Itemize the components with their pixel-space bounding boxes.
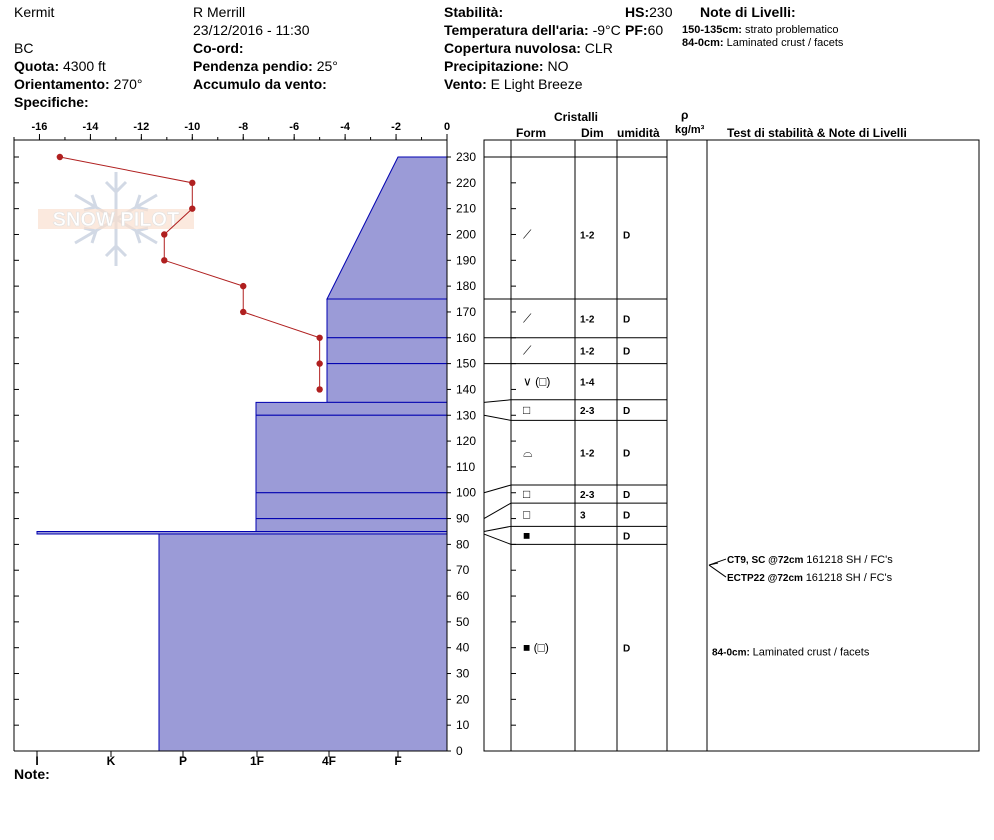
moisture: D [623,490,631,502]
height-tick-label: 110 [456,459,476,474]
watermark-text: SNOW PILOT [52,209,180,231]
grain-size: 3 [580,510,586,522]
stability-test-detail: 161218 SH / FC's [806,554,893,567]
height-tick-label: 170 [456,304,477,319]
grain-size: 1-4 [580,377,595,389]
density-unit: kg/m³ [675,124,705,136]
hardness-profile [37,157,447,751]
hardness-layer-3 [327,364,447,403]
temperature-tick-label: 0 [443,121,451,133]
layer-connector [484,485,511,493]
test-pointer [709,565,726,577]
stability-test-label: CT9, SC @72cm [727,555,807,567]
hs-value: 230 [649,4,673,20]
temperature-tick-label: -4 [340,121,351,133]
temperature-point [161,257,167,263]
height-tick-label: 140 [456,382,477,397]
density-symbol: ρ [681,108,689,122]
hardness-layer-2 [327,338,447,364]
grain-form: ⌓ [523,445,533,460]
height-tick-label: 60 [456,589,470,604]
temperature-point [240,283,246,289]
slope-value: 25° [316,58,338,74]
layer-comment-range: 84-0cm: [712,647,753,659]
stability-test-detail: 161218 SH / FC's [805,572,893,585]
height-tick-label: 200 [456,227,477,242]
grain-form: ⟋ [523,343,532,358]
height-tick-label: 220 [456,175,477,190]
layer-connector [484,415,511,420]
grain-form: □ [523,507,531,522]
height-tick-label: 180 [456,279,477,294]
hardness-tick-label: F [394,754,402,768]
height-tick-label: 70 [456,563,470,578]
region: BC [14,40,34,56]
hardness-tick-label: K [106,754,116,768]
moisture: D [623,510,631,522]
grain-form: □ [523,403,531,418]
grain-size: 2-3 [580,406,595,418]
wind-value: E Light Breeze [490,76,583,92]
height-tick-label: 130 [456,408,477,423]
moisture: D [623,643,631,655]
grain-form: ■ (□) [523,640,549,655]
layer-note-text: strato problematico [745,24,839,36]
crystals-header: Cristalli [554,110,599,124]
height-tick-label: 190 [456,253,477,268]
hs-label: HS: [625,4,650,20]
moisture-header: umidità [617,126,660,140]
temperature-tick-label: -16 [31,121,48,133]
layer-notes-title: Note di Livelli: [700,4,796,20]
moisture: D [623,406,631,418]
moisture: D [623,346,631,358]
pf-value: 60 [647,22,664,38]
temperature-point [189,205,195,211]
air-temp-label: Temperatura dell'aria: [444,22,589,38]
height-tick-label: 40 [456,640,470,655]
hardness-tick-label: 4F [321,754,337,768]
hardness-axis [35,751,401,768]
hardness-layer-0 [327,157,447,299]
grain-form: ⟋ [523,227,532,242]
moisture: D [623,531,631,543]
hardness-layer-9 [159,534,447,751]
layer-note-text: Laminated crust / facets [726,37,844,49]
height-tick-label: 20 [456,692,470,707]
temperature-tick-label: -8 [238,121,249,133]
stability-test [727,554,893,566]
note-label: Note: [14,766,50,782]
coords-label: Co-ord: [193,40,244,56]
moisture: D [623,230,631,242]
layer-connector [484,503,511,518]
hardness-layer-7 [256,519,447,532]
elevation-value: 4300 ft [63,58,106,74]
layer-table [484,140,979,751]
grain-form: ∨ (□) [523,374,551,389]
temperature-point [316,335,322,341]
height-tick-label: 230 [456,150,477,164]
air-temp-value: -9°C [592,22,621,38]
grain-size: 1-2 [580,230,595,242]
hardness-layer-5 [256,415,447,492]
temperature-point [161,231,167,237]
grain-form: ■ [523,528,531,543]
hardness-layer-1 [327,299,447,338]
aspect-label: Orientamento: [14,76,110,92]
height-tick-label: 10 [456,718,470,733]
height-tick-label: 160 [456,330,477,345]
precip-label: Precipitazione: [444,58,544,74]
hardness-layer-4 [256,402,447,415]
hardness-tick-label: 1F [249,754,265,768]
elevation-label: Quota: [14,58,60,74]
pf-label: PF: [625,22,648,38]
temperature-point [57,154,63,160]
height-tick-label: 80 [456,537,470,552]
height-tick-label: 210 [456,201,477,216]
observer-location: Kermit [14,4,55,20]
temperature-tick-label: -12 [133,121,150,133]
observer-name: R Merrill [193,4,246,20]
slope-label: Pendenza pendio: [193,58,313,74]
grain-size: 1-2 [580,314,595,326]
height-tick-label: 150 [456,356,477,371]
size-header: Dim [581,126,604,140]
grain-form: □ [523,487,531,502]
temperature-tick-label: -2 [391,121,401,133]
layer-connector [484,534,511,544]
layer-note-range: 150-135cm: [682,24,742,36]
temperature-point [240,309,246,315]
height-tick-label: 30 [456,666,470,681]
layer-connector [484,400,511,403]
aspect-value: 270° [113,76,143,92]
hardness-tick-label: P [178,754,188,768]
stability-tests [709,554,893,659]
height-tick-label: 100 [456,485,477,500]
tests-header: Test di stabilità & Note di Livelli [727,126,907,140]
temperature-point [316,386,322,392]
wind-label: Vento: [444,76,487,92]
grain-size: 1-2 [580,448,595,460]
height-tick-label: 120 [456,434,477,449]
grain-size: 2-3 [580,490,595,502]
grain-form: ⟋ [523,311,532,326]
height-tick-label: 50 [456,614,470,629]
grain-size: 1-2 [580,346,595,358]
hardness-tick-label: I [35,754,39,768]
layer-connector [484,526,511,531]
snowpilot-watermark [38,172,194,266]
table-border [484,140,979,751]
stability-label: Stabilità: [444,4,504,20]
stability-test [727,572,893,584]
stability-test-label: ECTP22 @72cm [727,573,806,585]
hardness-layer-6 [256,493,447,519]
layer-note-range: 84-0cm: [682,37,724,49]
temperature-axis [14,121,450,140]
moisture: D [623,314,631,326]
form-header: Form [516,126,546,140]
height-tick-label: 90 [456,511,470,526]
observation-datetime: 23/12/2016 - 11:30 [193,22,310,38]
height-tick-label: 0 [456,744,463,758]
temperature-profile [57,154,323,393]
temperature-point [316,360,322,366]
moisture: D [623,448,631,460]
temperature-tick-label: -14 [82,121,99,133]
temperature-line [60,157,320,389]
layer-comment [712,647,870,659]
specifics-label: Specifiche: [14,94,89,110]
temperature-point [189,180,195,186]
temperature-tick-label: -10 [184,121,201,133]
sky-label: Copertura nuvolosa: [444,40,581,56]
temperature-tick-label: -6 [289,121,300,133]
wind-loading-label: Accumulo da vento: [193,76,327,92]
precip-value: NO [547,58,569,74]
sky-value: CLR [584,40,613,56]
layer-comment-text: Laminated crust / facets [752,646,870,659]
